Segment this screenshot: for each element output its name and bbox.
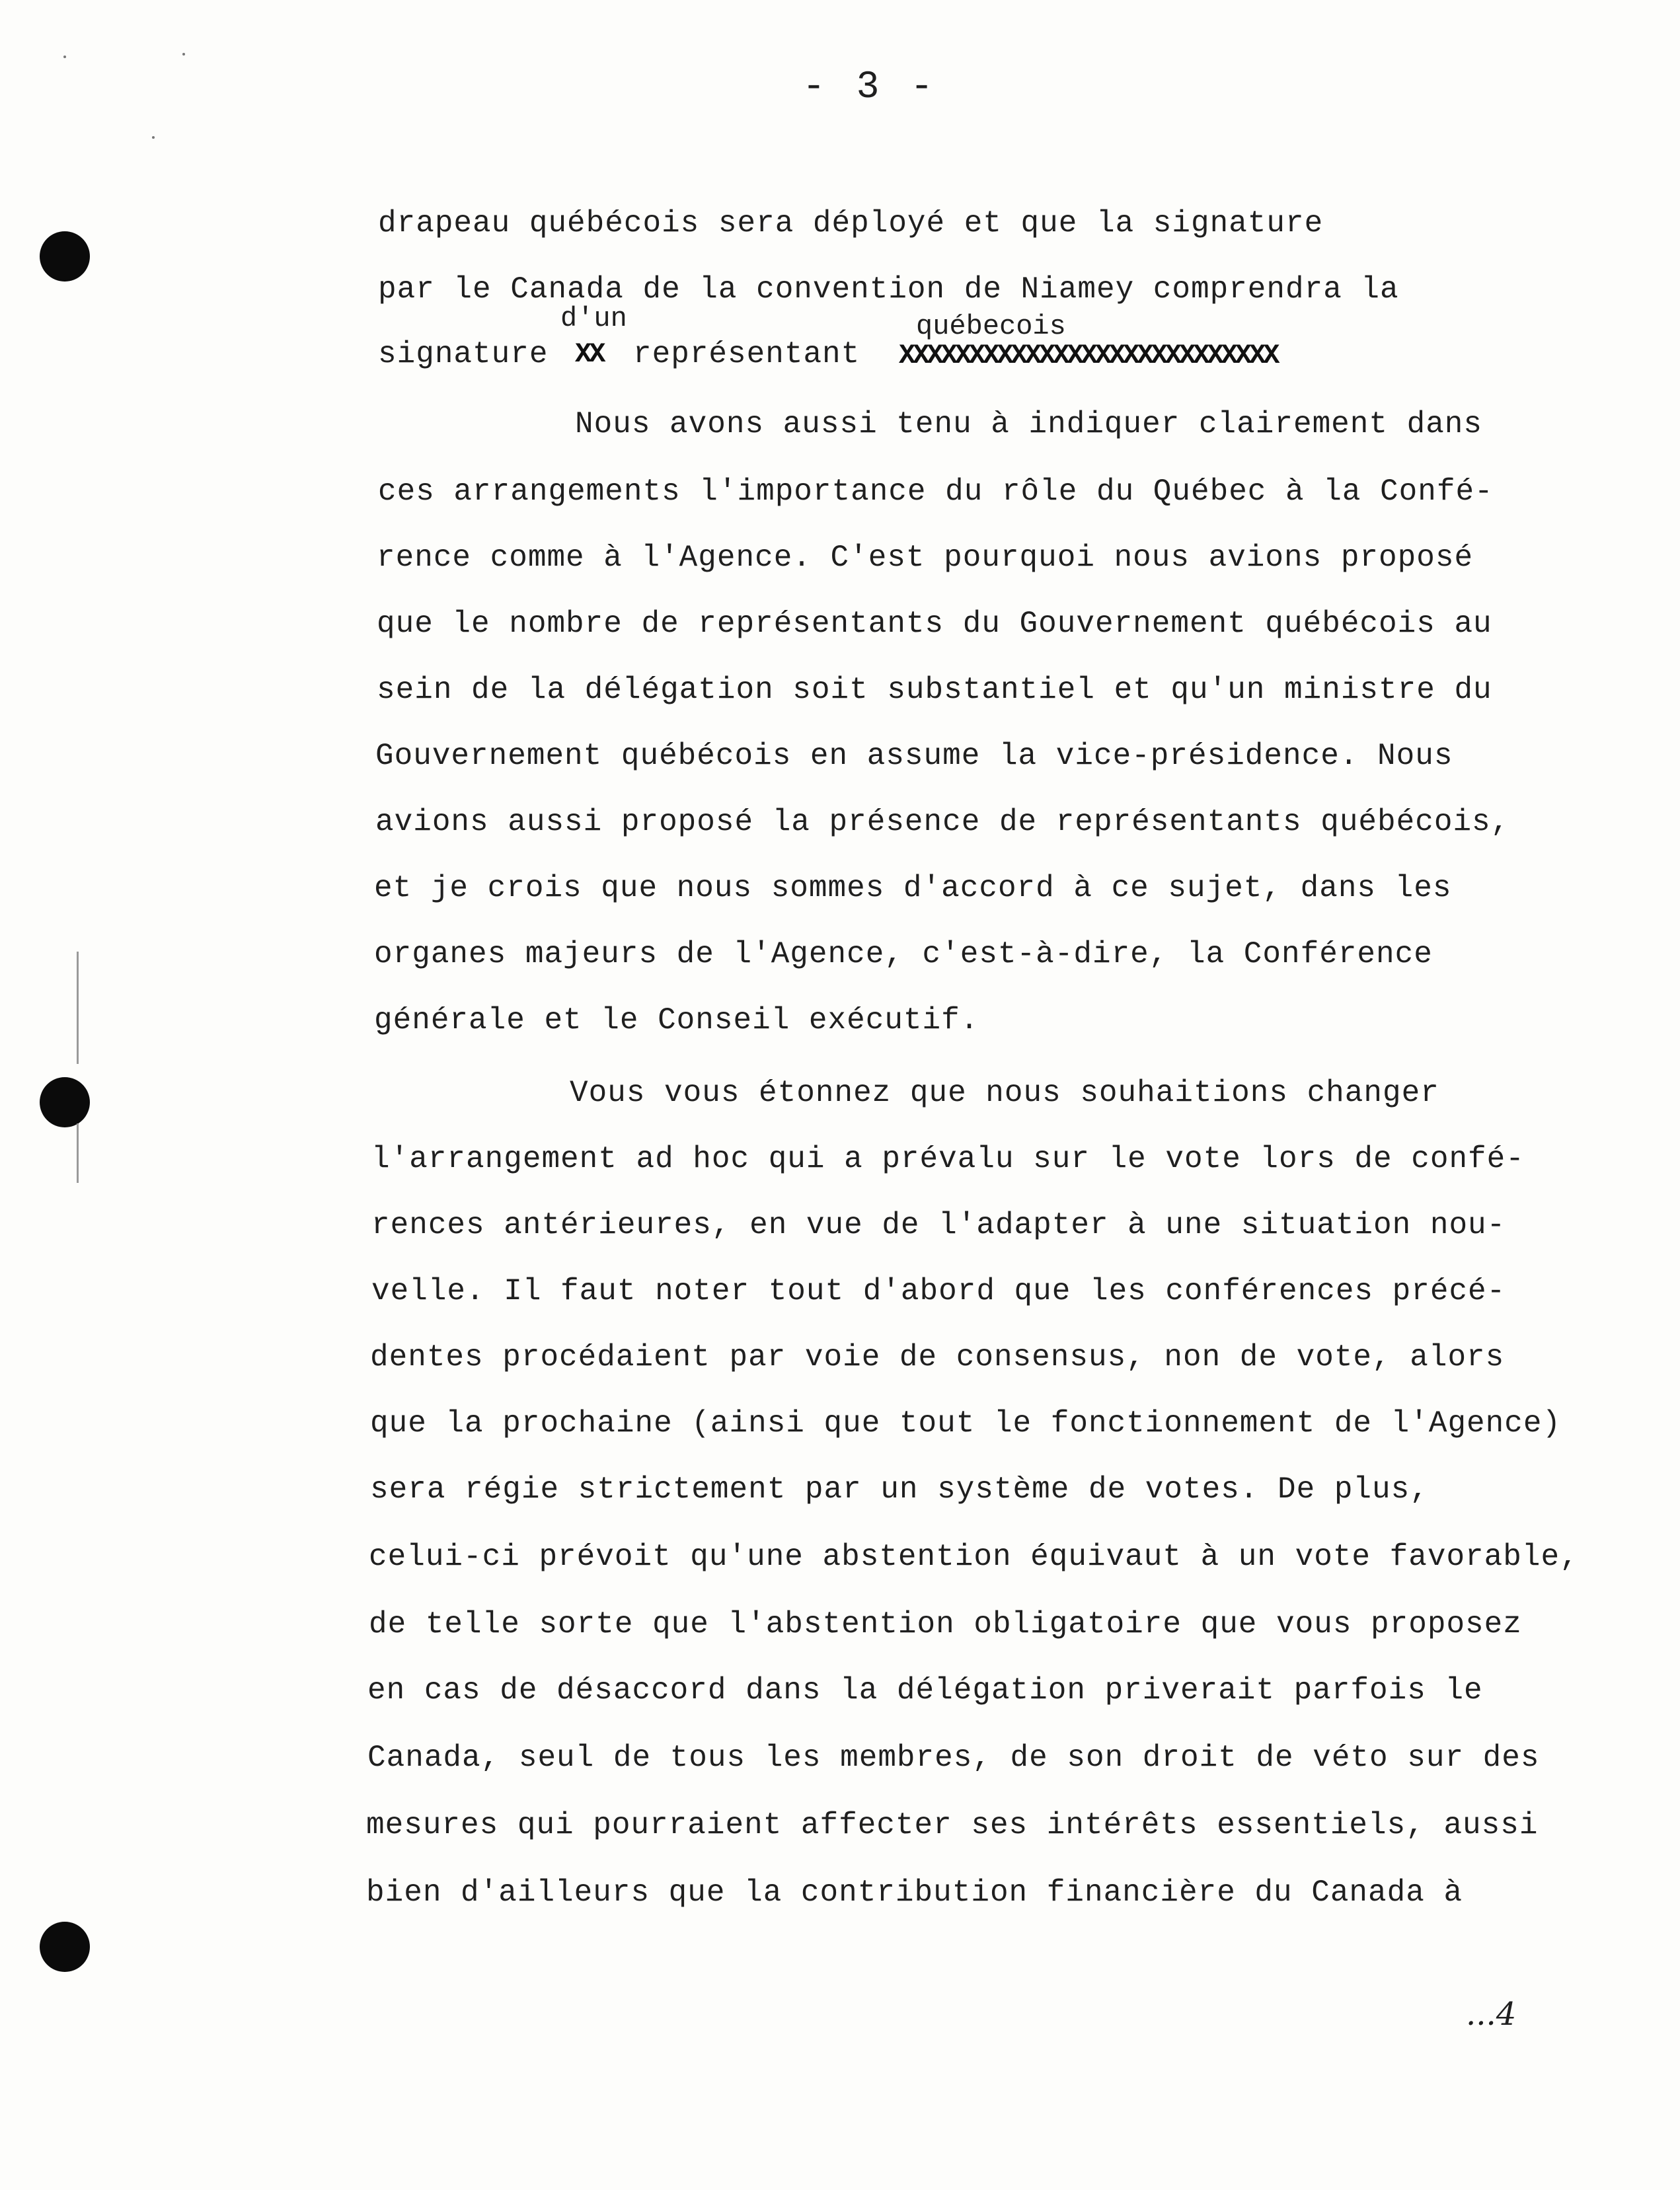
text-line: drapeau québécois sera déployé et que la signature	[378, 206, 1324, 241]
speck	[182, 53, 185, 56]
speck	[152, 136, 155, 139]
text-line: organes majeurs de l'Agence, c'est-à-dire, la Conférence	[374, 937, 1433, 971]
text-line: que la prochaine (ainsi que tout le fonctionnement de l'Agence)	[370, 1406, 1562, 1441]
text-line: Nous avons aussi tenu à indiquer clairement dans	[575, 407, 1483, 441]
text-line: dentes procédaient par voie de consensus, non de vote, alors	[370, 1340, 1505, 1375]
text-line: Gouvernement québécois en assume la vice-présidence. Nous	[375, 739, 1453, 773]
folio-continuation: ...4	[1466, 1996, 1517, 2033]
text-line: mesures qui pourraient affecter ses intérêts essentiels, aussi	[366, 1808, 1539, 1842]
punch-hole-top	[40, 231, 90, 282]
text-line: bien d'ailleurs que la contribution financière du Canada à	[366, 1875, 1463, 1910]
interlineation-quebecois: québecois	[916, 311, 1066, 342]
text-line: Vous vous étonnez que nous souhaitions changer	[570, 1076, 1439, 1110]
punch-hole-middle	[40, 1077, 90, 1127]
struck-out-text-long: XXXXXXXXXXXXXXXXXXXXXXXXXXX	[899, 340, 1278, 371]
text-line: Canada, seul de tous les membres, de son droit de véto sur des	[367, 1741, 1540, 1775]
text-line: ces arrangements l'importance du rôle du Québec à la Confé-	[378, 474, 1494, 509]
text-line: signature	[378, 337, 549, 371]
text-line: générale et le Conseil exécutif.	[374, 1003, 979, 1038]
margin-mark	[77, 952, 79, 1064]
text-line: l'arrangement ad hoc qui a prévalu sur le vote lors de confé-	[371, 1142, 1525, 1176]
text-line: représentant	[633, 337, 860, 371]
page-number: - 3 -	[802, 66, 938, 109]
text-line: que le nombre de représentants du Gouvernement québécois au	[377, 607, 1492, 641]
text-line: et je crois que nous sommes d'accord à ce sujet, dans les	[374, 871, 1452, 905]
text-line: rence comme à l'Agence. C'est pourquoi nous avions proposé	[377, 541, 1474, 575]
text-line: sera régie strictement par un système de votes. De plus,	[370, 1472, 1429, 1507]
text-line: de telle sorte que l'abstention obligatoire que vous proposez	[369, 1607, 1522, 1642]
text-line: par le Canada de la convention de Niamey comprendra la	[378, 272, 1399, 307]
margin-mark-lower	[77, 1123, 79, 1183]
speck	[63, 56, 66, 58]
text-line: avions aussi proposé la présence de représentants québécois,	[375, 805, 1510, 839]
text-line: velle. Il faut noter tout d'abord que les conférences précé-	[371, 1274, 1506, 1308]
struck-out-text-short: XX	[575, 338, 603, 370]
text-line: rences antérieures, en vue de l'adapter à une situation nou-	[371, 1208, 1506, 1242]
punch-hole-bottom	[40, 1922, 90, 1972]
interlineation-dun: d'un	[560, 303, 627, 334]
text-line: sein de la délégation soit substantiel et qu'un ministre du	[377, 673, 1492, 707]
text-line: en cas de désaccord dans la délégation priverait parfois le	[367, 1673, 1483, 1708]
text-line: celui-ci prévoit qu'une abstention équivaut à un vote favorable,	[369, 1540, 1579, 1574]
